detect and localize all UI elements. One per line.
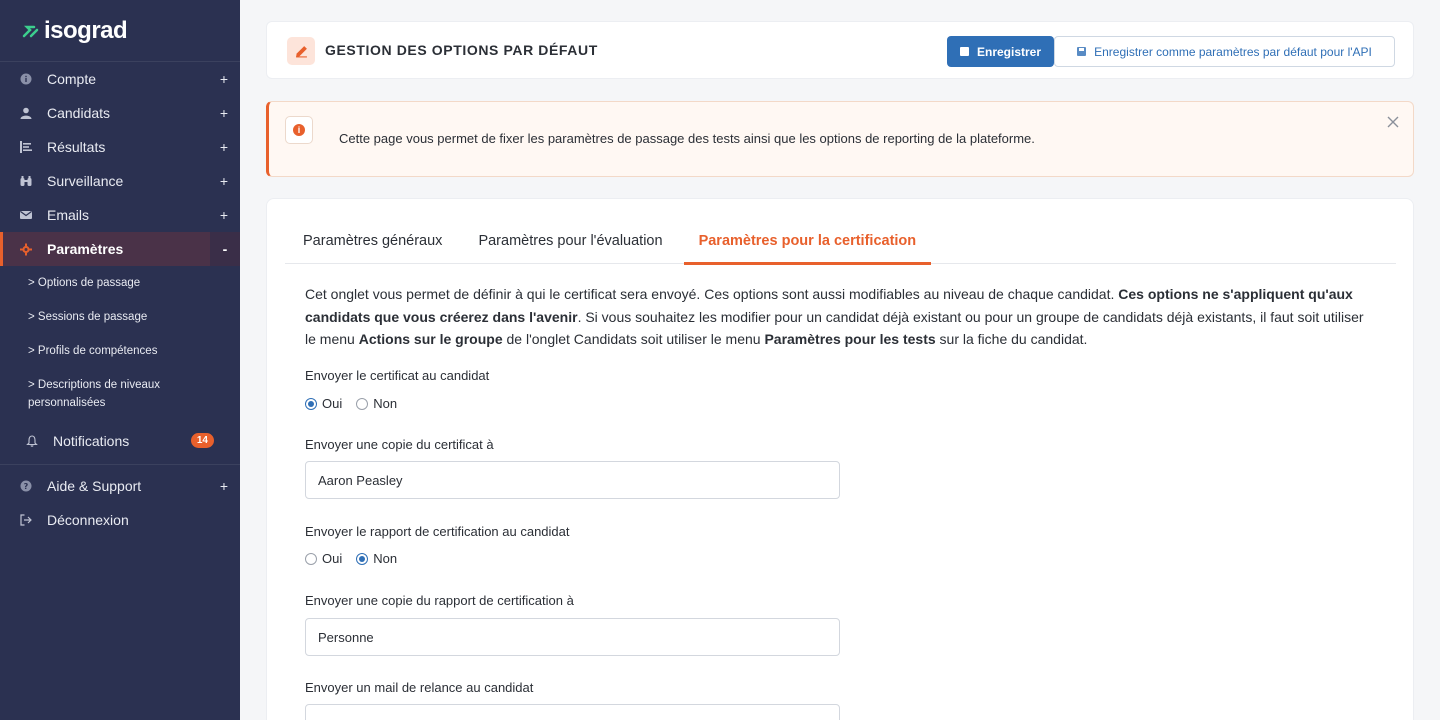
expand-icon[interactable]: + [219,478,228,494]
certificate-copy-label: Envoyer une copie du certificat à [305,437,494,452]
settings-card [266,198,1414,720]
notifications-count-badge: 14 [191,433,214,448]
bell-icon [26,435,38,447]
radio-indicator[interactable] [305,553,317,565]
info-icon: i [293,124,305,136]
gear-icon [20,243,32,255]
radio-indicator[interactable] [356,553,368,565]
certificate-copy-field[interactable]: Aaron Peasley [305,461,840,499]
sidebar-item-label: Paramètres [47,241,124,257]
sidebar-item-label: Emails [47,207,90,223]
sidebar-subitem-options-de-passage[interactable]: > Options de passage [28,277,141,289]
tab-parametres-evaluation[interactable]: Paramètres pour l'évaluation [478,233,663,249]
expand-icon[interactable]: + [219,173,228,189]
radio-label: Non [373,551,398,566]
info-icon [20,73,32,85]
user-icon [20,107,32,119]
send-certificate-yes-radio[interactable] [305,396,342,411]
intro-emphasis: Ces options ne s'appliquent qu'aux candidats que vous créerez dans l'avenir [305,286,1353,325]
brand-name: isograd [44,17,128,44]
send-certificate-label: Envoyer le certificat au candidat [305,368,490,383]
settings-tabs [285,223,1396,264]
intro-text-part: . Si vous souhaitez les modifier pour un candidat déjà existant ou pour un groupe de candidats déjà existants, il faut soit utiliser le menu [305,308,1364,347]
save-as-api-default-label: Enregistrer comme paramètres par défaut pour l'API [1094,44,1372,59]
report-copy-field[interactable]: Personne [305,618,840,656]
sidebar [0,0,240,720]
send-report-yes-radio[interactable] [305,551,342,566]
floppy-disk-icon [960,47,969,56]
intro-text-part: Cet onglet vous permet de définir à qui le certificat sera envoyé. Ces options sont aussi modifiables au niveau de chaque candidat. [305,286,1119,302]
radio-indicator[interactable] [356,398,368,410]
radio-indicator[interactable] [305,398,317,410]
sidebar-item-candidats[interactable] [0,96,240,130]
binoculars-icon [20,175,32,187]
sidebar-item-label: Compte [47,71,97,87]
logo-mark-icon [22,22,40,40]
send-report-radio-group [305,551,397,566]
intro-text-part: de l'onglet Candidats soit utiliser le menu [502,331,765,347]
page-title: GESTION DES OPTIONS PAR DÉFAUT [325,42,598,58]
sidebar-subitem-descriptions-niveaux[interactable]: > Descriptions de niveaux personnalisées [28,379,161,409]
info-alert [266,101,1414,177]
alert-icon-box [285,116,313,144]
send-certificate-no-radio[interactable] [356,396,397,411]
radio-label: Oui [322,396,343,411]
tab-parametres-generaux[interactable]: Paramètres généraux [303,233,443,249]
radio-label: Non [373,396,398,411]
sidebar-item-label: Aide & Support [47,478,142,494]
page-header [266,21,1414,79]
sidebar-item-aide-support[interactable] [0,469,240,503]
expand-icon[interactable]: + [219,207,228,223]
sidebar-item-deconnexion[interactable] [0,503,240,537]
sidebar-item-label: Résultats [47,139,106,155]
sidebar-item-emails[interactable] [0,198,240,232]
help-icon [20,480,32,492]
sidebar-item-label: Surveillance [47,173,124,189]
logout-icon [20,514,32,526]
sidebar-item-resultats[interactable] [0,130,240,164]
sidebar-divider [0,464,240,465]
expand-icon[interactable]: + [219,105,228,121]
sidebar-item-surveillance[interactable] [0,164,240,198]
sidebar-item-label: Notifications [53,433,130,449]
sidebar-subitem-sessions-de-passage[interactable]: > Sessions de passage [28,311,148,323]
sidebar-item-notifications[interactable] [0,424,240,458]
reminder-mail-label: Envoyer un mail de relance au candidat [305,680,534,695]
send-report-no-radio[interactable] [356,551,397,566]
close-icon[interactable] [1383,112,1403,132]
sidebar-nav [0,62,240,537]
expand-icon[interactable]: + [219,71,228,87]
save-as-api-default-button[interactable] [1054,36,1395,67]
isograd-logo[interactable] [22,17,127,45]
tab-intro-text [305,283,1375,351]
intro-emphasis: Actions sur le groupe [358,331,503,347]
intro-text-part: sur la fiche du candidat. [935,331,1088,347]
send-report-label: Envoyer le rapport de certification au candidat [305,524,570,539]
tab-parametres-certification[interactable]: Paramètres pour la certification [681,223,935,264]
sidebar-item-label: Candidats [47,105,111,121]
collapse-icon[interactable]: - [210,232,240,266]
radio-label: Oui [322,551,343,566]
report-copy-label: Envoyer une copie du rapport de certification à [305,593,574,608]
reminder-mail-field[interactable] [305,704,840,720]
alert-message: Cette page vous permet de fixer les paramètres de passage des tests ainsi que les options de reporting de la plateforme. [339,131,1035,146]
sidebar-item-parametres[interactable] [0,232,240,266]
sidebar-item-compte[interactable] [0,62,240,96]
intro-emphasis: Paramètres pour les tests [764,331,936,347]
edit-icon [287,37,315,65]
sidebar-item-label: Déconnexion [47,512,129,528]
expand-icon[interactable]: + [219,139,228,155]
save-button-label: Enregistrer [976,44,1042,59]
floppy-disk-icon [1077,47,1086,56]
send-certificate-radio-group [305,396,397,411]
save-button[interactable] [947,36,1054,67]
svg-text:?: ? [23,482,29,491]
envelope-icon [20,209,32,221]
list-icon [20,141,32,153]
sidebar-subitem-profils-de-competences[interactable]: > Profils de compétences [28,345,158,357]
